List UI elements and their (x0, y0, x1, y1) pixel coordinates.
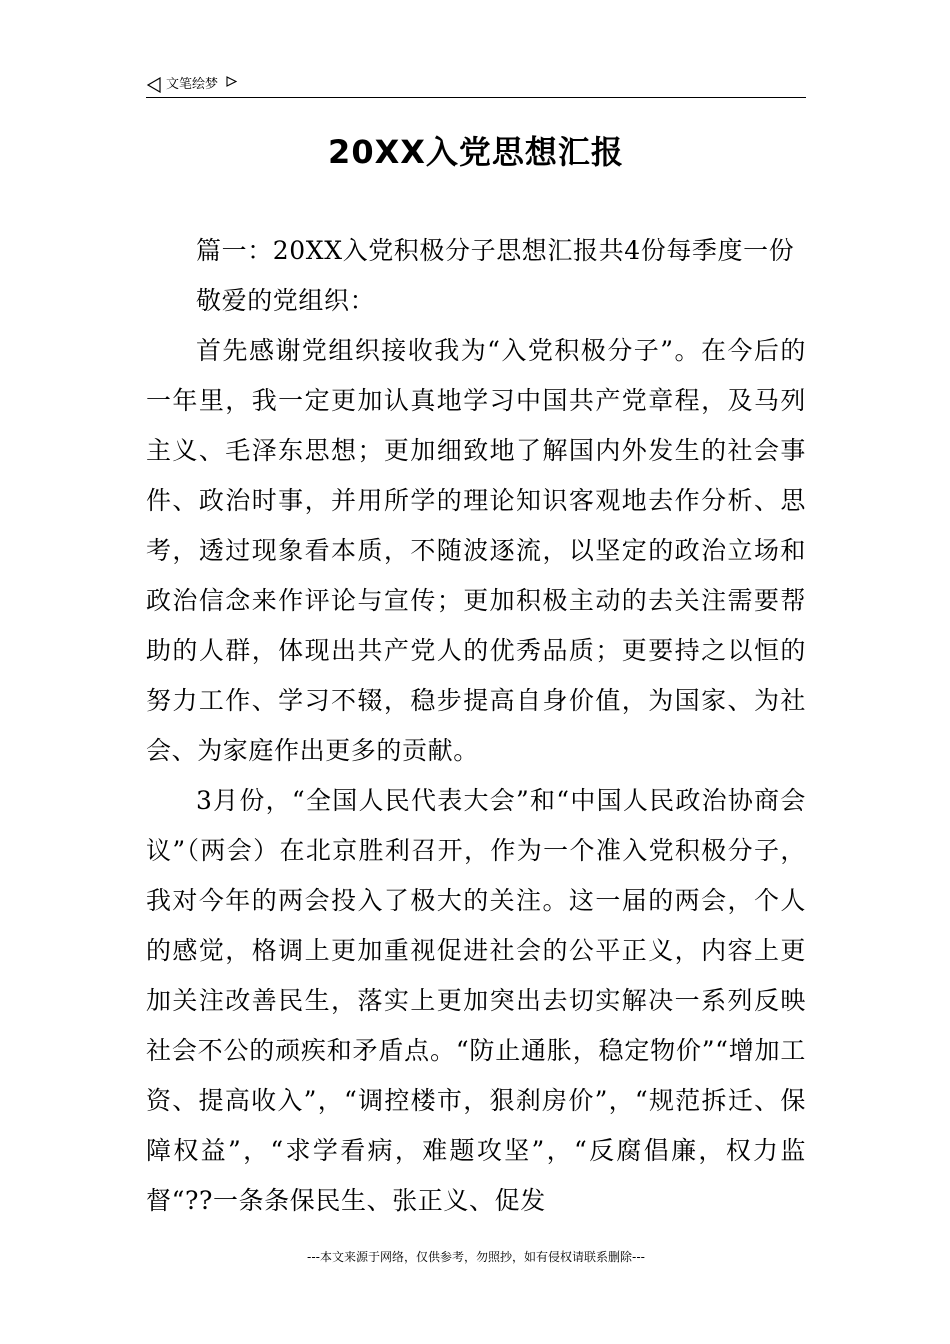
header-brand (146, 76, 237, 94)
document-body (146, 226, 806, 1226)
footer-notice: ---本文来源于网络，仅供参考，勿照抄，如有侵权请联系删除--- (307, 1250, 645, 1264)
triangle-left-icon (146, 77, 162, 93)
header-divider (146, 97, 806, 98)
triangle-right-icon (226, 76, 237, 87)
paragraph-body-1: 首先感谢党组织接收我为“入党积极分子”。在今后的一年里，我一定更加认真地学习中国共产党章程，及马列主义、毛泽东思想；更加细致地了解国内外发生的社会事件、政治时事，并用所学的理论知识客观地去作分析、思考，透过现象看本质，不随波逐流，以坚定的政治立场和政治信念来作评论与宣传；更加积极主动的去关注需要帮助的人群，体现出共产党人的优秀品质；更要持之以恒的努力工作、学习不辍，稳步提高自身价值，为国家、为社会、为家庭作出更多的贡献。 (146, 336, 806, 765)
page-header (146, 76, 806, 98)
paragraph-body-2: 3月份，“全国人民代表大会”和“中国人民政治协商会议”（两会）在北京胜利召开，作为一个准入党积极分子，我对今年的两会投入了极大的关注。这一届的两会，个人的感觉，格调上更加重视促进社会的公平正义，内容上更加关注改善民生，落实上更加突出去切实解决一系列反映社会不公的顽疾和矛盾点。“防止通胀，稳定物价”“增加工资、提高收入”，“调控楼市，狠刹房价”，“规范拆迁、保障权益”，“求学看病，难题攻坚”，“反腐倡廉，权力监督“??一条条保民生、张正义、促发 (146, 786, 806, 1215)
paragraph-salutation: 敬爱的党组织： (196, 286, 376, 315)
document-title: 20XX入党思想汇报 (328, 133, 624, 171)
header-brand-text: 文笔绘梦 (166, 77, 219, 92)
paragraph-heading: 篇一：20XX入党积极分子思想汇报共4份每季度一份 (196, 236, 795, 265)
